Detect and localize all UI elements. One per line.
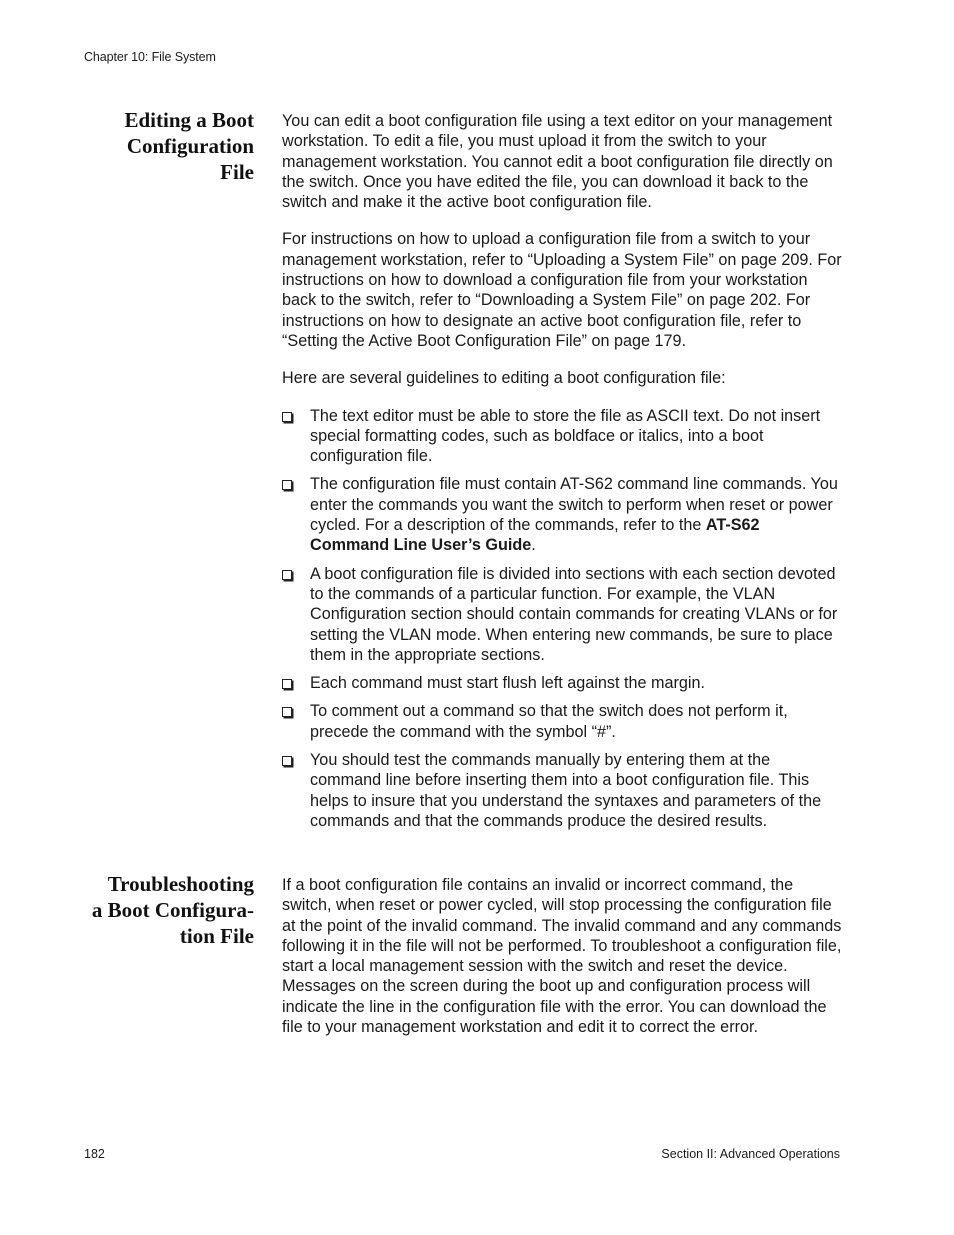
paragraph: Here are several guidelines to editing a boot configuration file:	[282, 369, 726, 388]
section-body	[282, 111, 842, 839]
checkbox-bullet-icon	[282, 707, 292, 717]
footer-section-title: Section II: Advanced Operations	[661, 1147, 840, 1161]
section-body	[282, 875, 842, 1054]
heading-line: a Boot Configura-	[91, 898, 254, 922]
checkbox-bullet-icon	[282, 480, 292, 490]
list-item-text: The text editor must be able to store the file as ASCII text. Do not insert special formatting codes, such as boldface or italics, into a boot configuration file.	[310, 406, 821, 466]
page-number: 182	[84, 1147, 105, 1161]
heading-line: Editing a Boot	[124, 108, 254, 132]
list-item-text: A boot configuration file is divided into sections with each section devoted to the commands of a particular function. For example, the VLAN Configuration section should contain commands for creating VLANs or for setting the VLAN mode. When entering new commands, be sure to place them in the appropriate sections.	[310, 564, 838, 664]
list-item-text: To comment out a command so that the switch does not perform it, precede the command with the symbol “#”.	[310, 702, 788, 741]
heading-line: File	[220, 160, 254, 184]
list-item-text: Each command must start flush left against the margin.	[310, 674, 705, 693]
list-item	[282, 750, 842, 831]
guide-reference: AT-S62 Command Line User’s Guide	[310, 516, 760, 555]
guidelines-list	[282, 406, 842, 832]
list-item-text: The configuration file must contain AT-S62 command line commands. You enter the commands you want the switch to perform when reset or power cycled. For a description of the commands, refer to the	[310, 475, 838, 535]
paragraph: For instructions on how to upload a configuration file from a switch to your management workstation, refer to “Uploading a System File” on page 209. For instructions on how to download a configuration file from your workstation back to the switch, refer to “Downloading a System File” on page 202. For instructions on how to designate an active boot configuration file, refer to “Setting the Active Boot Configuration File” on page 179.	[282, 230, 842, 350]
section-heading	[64, 107, 254, 185]
paragraph: You can edit a boot configuration file using a text editor on your management workstation. To edit a file, you must upload it from the switch to your management workstation. You cannot edit a boot configuration file directly on the switch. Once you have edited the file, you can download it back to the switch and make it the active boot configuration file.	[282, 112, 833, 212]
list-item	[282, 406, 842, 467]
heading-line: tion File	[179, 924, 254, 948]
list-item-text: You should test the commands manually by entering them at the command line before inserting them into a boot configuration file. This helps to insure that you understand the syntaxes and parameters of the commands and that the commands produce the desired results.	[310, 751, 822, 830]
running-header: Chapter 10: File System	[84, 50, 216, 64]
list-item	[282, 474, 842, 555]
checkbox-bullet-icon	[282, 412, 292, 422]
paragraph: If a boot configuration file contains an invalid or incorrect command, the switch, when reset or power cycled, will stop processing the configuration file at the point of the invalid command. The invalid command and any commands following it in the file will not be performed. To troubleshoot a configuration file, start a local management session with the switch and reset the device. Messages on the screen during the boot up and configuration process will indicate the line in the configuration file with the error. You can download the file to your management workstation and edit it to correct the error.	[282, 876, 842, 1037]
heading-line: Configuration	[126, 134, 254, 158]
checkbox-bullet-icon	[282, 570, 292, 580]
list-item-tail: .	[531, 536, 536, 555]
section-heading	[64, 871, 254, 949]
checkbox-bullet-icon	[282, 756, 292, 766]
list-item	[282, 701, 842, 742]
list-item	[282, 564, 842, 665]
checkbox-bullet-icon	[282, 679, 292, 689]
heading-line: Troubleshooting	[107, 872, 254, 896]
list-item	[282, 673, 842, 693]
